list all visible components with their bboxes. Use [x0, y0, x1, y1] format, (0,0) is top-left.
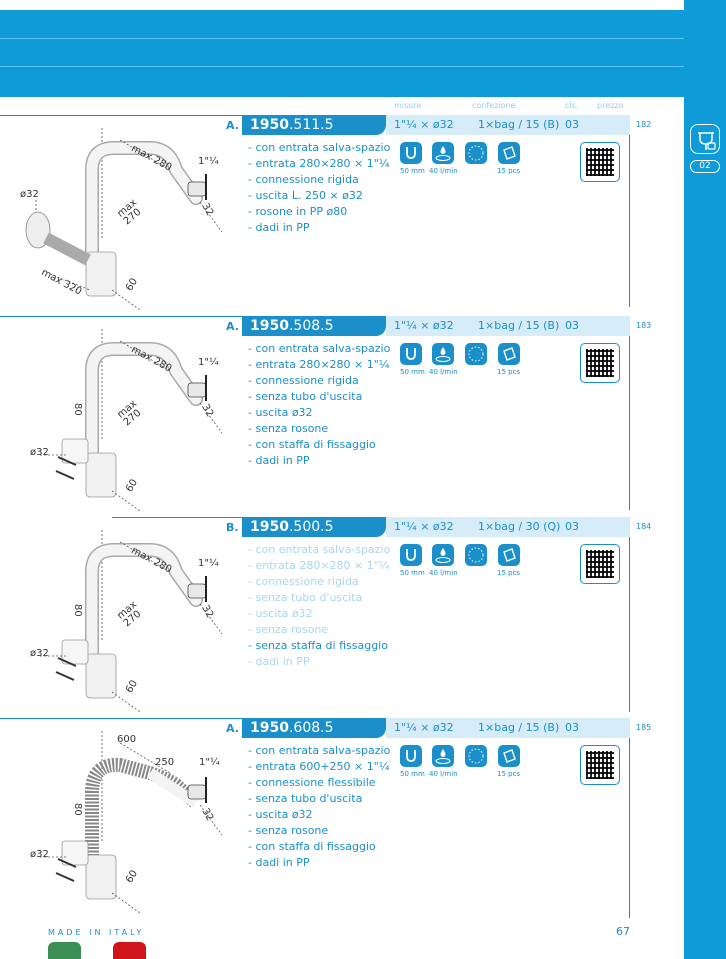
product-drawing: [0, 522, 240, 717]
feature-item: - con entrata salva-spazio: [248, 543, 391, 556]
qr-pattern: [586, 349, 614, 377]
icon-label-pieces: 15 pcs: [497, 368, 521, 376]
icon-label-flow: 40 l/min: [429, 569, 458, 577]
feature-item: - connessione rigida: [248, 173, 359, 186]
variant-letter: A.: [226, 119, 239, 132]
made-in-italy-label: MADE IN ITALY: [48, 928, 145, 937]
product-code-prefix: 1950: [250, 318, 289, 334]
dim-label: 80: [72, 803, 83, 816]
dim-label: 80: [72, 604, 83, 617]
band-divider: [0, 66, 684, 67]
feature-item: - connessione rigida: [248, 374, 359, 387]
size-value: 1"¼ × ø32: [394, 721, 454, 734]
qr-pattern: [586, 550, 614, 578]
feature-item: - dadi in PP: [248, 454, 310, 467]
trap-depth-icon: [400, 544, 422, 566]
band-divider: [0, 38, 684, 39]
icon-label-flow: 40 l/min: [429, 770, 458, 778]
top-white-margin: [0, 0, 684, 10]
feature-item: - dadi in PP: [248, 655, 310, 668]
dim-label: 80: [72, 403, 83, 416]
feature-item: - rosone in PP ø80: [248, 205, 348, 218]
column-header-confezione: confezione: [472, 101, 516, 110]
sink-trap-icon: [690, 124, 720, 154]
cls-value: 03: [565, 520, 579, 533]
product-info-bar: [386, 115, 630, 135]
product-code-suffix: .511.5: [288, 117, 334, 133]
qr-code[interactable]: [580, 343, 620, 383]
product-info-bar: [386, 517, 630, 537]
variant-letter: B.: [226, 521, 239, 534]
flag-green-tab: [48, 942, 81, 959]
feature-list: [248, 542, 390, 670]
product-info-bar: [386, 316, 630, 336]
flag-red-tab: [113, 942, 146, 959]
product-code[interactable]: [242, 517, 386, 537]
dim-label: ø32: [30, 648, 49, 659]
feature-item: - dadi in PP: [248, 856, 310, 869]
qr-code[interactable]: [580, 544, 620, 584]
icon-label-pieces: 15 pcs: [497, 569, 521, 577]
dim-label: 250: [155, 757, 175, 768]
dim-label: 32: [199, 201, 216, 219]
page-number: 67: [616, 925, 630, 938]
feature-item: - senza rosone: [248, 422, 329, 435]
feature-item: - senza tubo d'uscita: [248, 591, 363, 604]
dim-label: max 280: [129, 545, 174, 576]
feature-item: - con entrata salva-spazio: [248, 744, 391, 757]
feature-item: - con staffa di fissaggio: [248, 840, 376, 853]
eu-stars-icon: [465, 544, 487, 566]
category-tab[interactable]: [690, 124, 720, 174]
dim-label: 1"¼: [198, 558, 219, 569]
dim-label: max 270: [115, 599, 144, 630]
feature-item: - uscita ø32: [248, 607, 313, 620]
reference-page[interactable]: 185: [636, 723, 652, 732]
dim-label: max 270: [115, 398, 144, 429]
reference-page[interactable]: 184: [636, 522, 652, 531]
product-code-prefix: 1950: [250, 519, 289, 535]
dim-label: 600: [117, 734, 137, 745]
feature-item: - uscita L. 250 × ø32: [248, 189, 363, 202]
product-code-prefix: 1950: [250, 720, 289, 736]
flow-rate-icon: [432, 142, 454, 164]
product-drawing: [0, 321, 240, 516]
product-code-prefix: 1950: [250, 117, 289, 133]
size-value: 1"¼ × ø32: [394, 118, 454, 131]
size-value: 1"¼ × ø32: [394, 319, 454, 332]
column-header-prezzo: prezzo: [597, 101, 624, 110]
product-code[interactable]: [242, 115, 386, 135]
dim-label: 60: [124, 868, 141, 885]
bag-package-icon: [498, 343, 520, 365]
feature-item: - entrata 280×280 × 1"¼: [248, 157, 390, 170]
size-value: 1"¼ × ø32: [394, 520, 454, 533]
dim-label: max 280: [129, 143, 174, 174]
product-code-suffix: .500.5: [288, 519, 334, 535]
qr-pattern: [586, 751, 614, 779]
dim-label: max 320: [39, 267, 84, 298]
trap-depth-icon: [400, 745, 422, 767]
feature-item: - connessione rigida: [248, 575, 359, 588]
cls-value: 03: [565, 118, 579, 131]
bag-package-icon: [498, 142, 520, 164]
eu-stars-icon: [465, 343, 487, 365]
pack-value: 1×bag / 15 (B): [478, 118, 560, 131]
pack-value: 1×bag / 30 (Q): [478, 520, 561, 533]
category-number: 02: [690, 160, 720, 173]
icon-label-pieces: 15 pcs: [497, 770, 521, 778]
feature-item: - senza rosone: [248, 623, 329, 636]
pack-value: 1×bag / 15 (B): [478, 319, 560, 332]
dim-label: 1"¼: [199, 757, 220, 768]
icon-label-flow: 40 l/min: [429, 167, 458, 175]
cls-value: 03: [565, 721, 579, 734]
product-code-suffix: .608.5: [288, 720, 334, 736]
product-code[interactable]: [242, 718, 386, 738]
cls-value: 03: [565, 319, 579, 332]
dim-label: 1"¼: [198, 156, 219, 167]
icon-label-depth: 50 mm: [400, 167, 425, 175]
variant-letter: A.: [226, 320, 239, 333]
bag-package-icon: [498, 544, 520, 566]
reference-page[interactable]: 183: [636, 321, 652, 330]
eu-stars-icon: [465, 745, 487, 767]
feature-list: [248, 341, 390, 469]
dim-label: 32: [199, 806, 216, 824]
icon-label-depth: 50 mm: [400, 770, 425, 778]
feature-item: - senza tubo d'uscita: [248, 792, 363, 805]
feature-item: - con entrata salva-spazio: [248, 342, 391, 355]
column-header-misure: misure: [394, 101, 422, 110]
reference-page[interactable]: 182: [636, 120, 652, 129]
dim-label: max 280: [129, 344, 174, 375]
feature-item: - senza rosone: [248, 824, 329, 837]
feature-item: - entrata 280×280 × 1"¼: [248, 358, 390, 371]
dim-label: 1"¼: [198, 357, 219, 368]
feature-item: - uscita ø32: [248, 406, 313, 419]
feature-item: - uscita ø32: [248, 808, 313, 821]
feature-item: - entrata 280×280 × 1"¼: [248, 559, 390, 572]
icon-label-depth: 50 mm: [400, 569, 425, 577]
feature-item: - connessione flessibile: [248, 776, 376, 789]
eu-stars-icon: [465, 142, 487, 164]
flow-rate-icon: [432, 745, 454, 767]
product-info-bar: [386, 718, 630, 738]
feature-item: - senza tubo d'uscita: [248, 390, 363, 403]
dim-label: 60: [124, 477, 141, 494]
product-code-suffix: .508.5: [288, 318, 334, 334]
dim-label: ø32: [30, 447, 49, 458]
feature-list: [248, 140, 390, 236]
qr-code[interactable]: [580, 142, 620, 182]
feature-item: - senza staffa di fissaggio: [248, 639, 388, 652]
qr-pattern: [586, 148, 614, 176]
dim-label: 60: [124, 678, 141, 695]
trap-depth-icon: [400, 142, 422, 164]
feature-item: - con entrata salva-spazio: [248, 141, 391, 154]
feature-item: - dadi in PP: [248, 221, 310, 234]
dim-label: 60: [124, 276, 141, 293]
dim-label: ø32: [20, 189, 39, 200]
feature-list: [248, 743, 390, 871]
bag-package-icon: [498, 745, 520, 767]
feature-item: - entrata 600+250 × 1"¼: [248, 760, 390, 773]
icon-label-flow: 40 l/min: [429, 368, 458, 376]
dim-label: max 270: [115, 197, 144, 228]
pack-value: 1×bag / 15 (B): [478, 721, 560, 734]
product-drawing: [0, 723, 240, 918]
column-header-cls: cls.: [565, 101, 579, 110]
product-drawing: [0, 120, 240, 315]
top-header-band: [0, 0, 684, 97]
feature-item: - con staffa di fissaggio: [248, 438, 376, 451]
product-code[interactable]: [242, 316, 386, 336]
variant-letter: A.: [226, 722, 239, 735]
flow-rate-icon: [432, 544, 454, 566]
dim-label: 32: [199, 603, 216, 621]
qr-code[interactable]: [580, 745, 620, 785]
trap-depth-icon: [400, 343, 422, 365]
dim-label: 32: [199, 402, 216, 420]
icon-label-depth: 50 mm: [400, 368, 425, 376]
icon-label-pieces: 15 pcs: [497, 167, 521, 175]
dim-label: ø32: [30, 849, 49, 860]
flow-rate-icon: [432, 343, 454, 365]
